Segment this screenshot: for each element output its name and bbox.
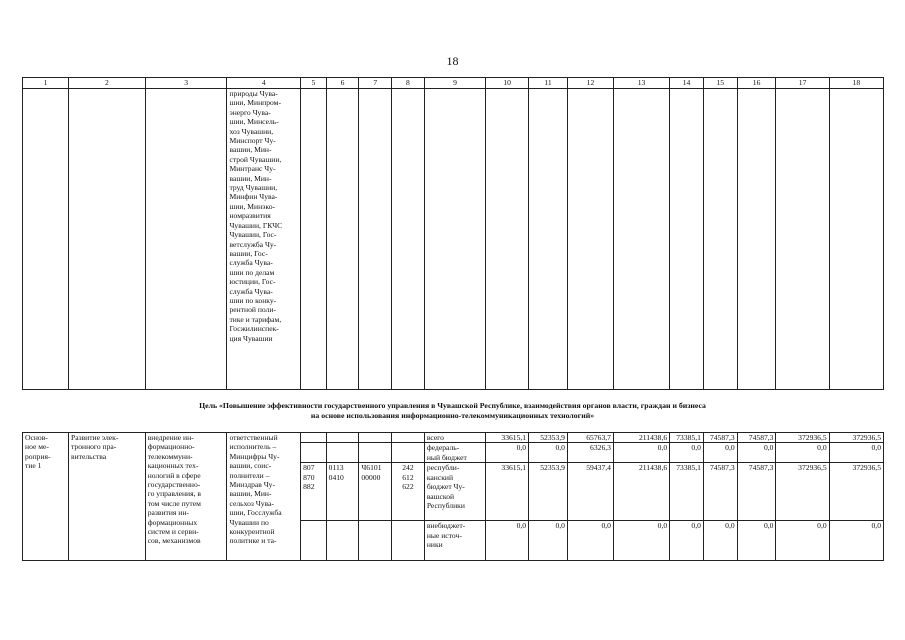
- text-line: республи-: [426, 463, 460, 473]
- executor-line: Чувашии, ГКЧС: [229, 220, 283, 230]
- value-cell: 372936,5: [829, 433, 883, 443]
- executor-line: шии по конку-: [229, 295, 277, 305]
- text-line: внедрение ин-: [147, 433, 194, 442]
- value-cell: 0,0: [670, 521, 704, 561]
- value-cell: 211438,6: [613, 433, 669, 443]
- value-cell: 211438,6: [613, 463, 669, 521]
- column-number-cell: 14: [670, 78, 704, 89]
- value-cell: 74587,3: [737, 463, 776, 521]
- code-line: 882: [303, 482, 315, 492]
- executor-line: номразвития: [229, 211, 271, 221]
- value-cell: 74587,3: [703, 463, 737, 521]
- code-empty-cell: [326, 521, 359, 561]
- text-line: ный бюджет: [426, 452, 467, 462]
- text-line: ные источ-: [426, 530, 462, 540]
- code-empty-cell: [359, 443, 392, 463]
- code-empty-cell: [392, 443, 425, 463]
- value-cell: 0,0: [776, 521, 829, 561]
- code-empty-cell: [326, 443, 359, 463]
- value-cell: 0,0: [703, 443, 737, 463]
- value-cell: 52353,9: [529, 463, 568, 521]
- executor-line: Минфин Чува-: [229, 192, 278, 202]
- value-cell: 65763,7: [567, 433, 613, 443]
- value-cell: 0,0: [737, 443, 776, 463]
- code-empty-cell: [359, 521, 392, 561]
- table-bottom: [22, 432, 884, 561]
- executor-line: строй Чувашии,: [229, 154, 282, 164]
- code-line: 807: [303, 463, 315, 473]
- cell-empty: [23, 89, 69, 390]
- text-line: роприя-: [25, 451, 51, 461]
- funding-source-cell: [424, 521, 485, 561]
- text-line: ное ме-: [25, 442, 49, 452]
- executor-line: тике и тарифам,: [229, 314, 282, 324]
- executor-line: Госжилинспек-: [229, 324, 279, 334]
- value-cell: 0,0: [613, 443, 669, 463]
- expense-code-cell: [392, 463, 425, 521]
- text-line: бюджет Чу-: [426, 482, 465, 492]
- cell-empty: [145, 89, 227, 390]
- text-line: вашии, соис-: [229, 461, 272, 471]
- column-number-cell: 1: [23, 78, 69, 89]
- executor-line: вашии, Гос-: [229, 248, 268, 258]
- column-number-cell: 12: [567, 78, 613, 89]
- text-line: кационных тех-: [147, 461, 199, 471]
- code-empty-cell: [326, 433, 359, 443]
- text-line: всего: [426, 433, 444, 442]
- text-line: политике и та-: [229, 536, 277, 546]
- executor-line: юстиции, Гос-: [229, 277, 276, 287]
- value-cell: 59437,4: [567, 463, 613, 521]
- column-number-cell: 16: [737, 78, 776, 89]
- text-line: Минздрав Чу-: [229, 480, 276, 490]
- code-line: Ч6101: [361, 463, 382, 473]
- text-line: сов, механизмов: [147, 536, 201, 546]
- value-cell: 74587,3: [737, 433, 776, 443]
- value-cell: 372936,5: [776, 433, 829, 443]
- column-number-row: [23, 78, 884, 89]
- value-cell: 6326,3: [567, 443, 613, 463]
- code-empty-cell: [301, 521, 327, 561]
- text-line: Основ-: [25, 433, 48, 442]
- text-line: нологий в сфере: [147, 470, 201, 480]
- value-cell: 33615,1: [486, 463, 529, 521]
- text-line: Республики: [426, 501, 465, 511]
- code-empty-cell: [392, 433, 425, 443]
- executor-line: шии, Минпром-: [229, 98, 281, 108]
- text-line: тронного пра-: [71, 442, 117, 452]
- text-line: конкурентной: [229, 527, 275, 537]
- activity-description-cell: [145, 433, 227, 561]
- funding-row: [23, 433, 884, 443]
- column-number-cell: 13: [613, 78, 669, 89]
- cell-empty: [69, 89, 146, 390]
- text-line: развития ин-: [147, 508, 189, 518]
- value-cell: 0,0: [567, 521, 613, 561]
- value-cell: 0,0: [486, 521, 529, 561]
- activity-name-cell: [69, 433, 146, 561]
- target-code-cell: [359, 463, 392, 521]
- value-cell: 74587,3: [703, 433, 737, 443]
- executor-line: энерго Чува-: [229, 107, 271, 117]
- value-cell: 0,0: [529, 443, 568, 463]
- executor-line: рентной поли-: [229, 305, 276, 315]
- text-line: шии, Госслужба: [229, 508, 282, 518]
- column-number-cell: 3: [145, 78, 227, 89]
- column-number-cell: 10: [486, 78, 529, 89]
- code-empty-cell: [359, 433, 392, 443]
- text-line: тие 1: [25, 461, 42, 471]
- column-number-cell: 4: [227, 78, 301, 89]
- executor-line: Минспорт Чу-: [229, 136, 276, 146]
- executor-line: труд Чувашии,: [229, 183, 278, 193]
- text-line: ответственный: [229, 433, 278, 442]
- activity-type-cell: [23, 433, 69, 561]
- executor-line: шии, Минсель-: [229, 117, 279, 127]
- code-empty-cell: [301, 433, 327, 443]
- text-line: Чувашии по: [229, 517, 269, 527]
- code-empty-cell: [392, 521, 425, 561]
- code-line: 242: [402, 463, 414, 473]
- executor-line: природы Чува-: [229, 89, 278, 98]
- column-number-cell: 9: [424, 78, 485, 89]
- text-line: сельхоз Чува-: [229, 498, 274, 508]
- text-line: формационных: [147, 517, 198, 527]
- text-line: телекоммуни-: [147, 451, 193, 461]
- text-line: полнители –: [229, 470, 270, 480]
- value-cell: 0,0: [829, 521, 883, 561]
- page-number: 18: [446, 54, 459, 68]
- text-line: ники: [426, 540, 443, 550]
- executor-cell: [227, 433, 301, 561]
- executor-line: Чувашии, Гос-: [229, 230, 277, 240]
- text-line: том числе путем: [147, 498, 201, 508]
- executor-line: служба Чува-: [229, 286, 273, 296]
- value-cell: 0,0: [776, 443, 829, 463]
- text-line: исполнитель –: [229, 442, 277, 452]
- funding-source-cell: [424, 433, 485, 443]
- executor-line: вашии, Мин-: [229, 145, 272, 155]
- executor-line: шии, Минэко-: [229, 201, 276, 211]
- code-line: 612: [402, 472, 414, 482]
- value-cell: 0,0: [486, 443, 529, 463]
- value-cell: 0,0: [829, 443, 883, 463]
- goal-line-2: на основе использования информационно-телекоммуникационных технологий»: [310, 411, 595, 420]
- value-cell: 52353,9: [529, 433, 568, 443]
- table-top: [22, 77, 884, 390]
- funding-source-cell: [424, 463, 485, 521]
- text-line: канский: [426, 472, 454, 482]
- value-cell: 73385,1: [670, 433, 704, 443]
- column-number-cell: 17: [776, 78, 829, 89]
- column-number-cell: 5: [301, 78, 327, 89]
- value-cell: 33615,1: [486, 433, 529, 443]
- text-line: внебюджет-: [426, 521, 466, 531]
- executor-line: Минтранс Чу-: [229, 164, 276, 174]
- column-number-cell: 15: [703, 78, 737, 89]
- executors-cell: [227, 89, 301, 390]
- text-line: вительства: [71, 451, 107, 461]
- text-line: формационно-: [147, 442, 195, 452]
- value-cell: 0,0: [613, 521, 669, 561]
- column-number-cell: 2: [69, 78, 146, 89]
- code-line: 870: [303, 472, 315, 482]
- value-cell: 0,0: [737, 521, 776, 561]
- code-empty-cell: [301, 443, 327, 463]
- text-line: государственно-: [147, 480, 201, 490]
- executor-line: ция Чувашии: [229, 333, 273, 343]
- text-line: вашской: [426, 491, 455, 501]
- code-line: 622: [402, 482, 414, 492]
- executor-line: вашии, Мин-: [229, 173, 272, 183]
- column-number-cell: 8: [392, 78, 425, 89]
- value-cell: 0,0: [529, 521, 568, 561]
- column-number-cell: 11: [529, 78, 568, 89]
- value-cell: 372936,5: [776, 463, 829, 521]
- text-line: систем и серви-: [147, 527, 199, 537]
- goal-line-1: Цель «Повышение эффективности государственного управления в Чувашской Республике, взаимодействия органов власти, граждан и бизнеса: [199, 401, 706, 410]
- executor-line: шии по делам: [229, 267, 275, 277]
- code-line: 00000: [361, 472, 381, 482]
- value-cell: 372936,5: [829, 463, 883, 521]
- value-cell: 0,0: [670, 443, 704, 463]
- executor-line: хоз Чувашии,: [229, 126, 274, 136]
- text-line: вашии, Мин-: [229, 489, 272, 499]
- text-line: Развитие элек-: [71, 433, 119, 442]
- value-cell: 0,0: [703, 521, 737, 561]
- column-number-cell: 7: [359, 78, 392, 89]
- grbs-code-cell: [301, 463, 327, 521]
- executor-line: служба Чува-: [229, 258, 273, 268]
- text-line: Минцифры Чу-: [229, 451, 280, 461]
- executor-line: ветслужба Чу-: [229, 239, 277, 249]
- code-line: 0410: [328, 472, 344, 482]
- value-cell: 73385,1: [670, 463, 704, 521]
- funding-source-cell: [424, 443, 485, 463]
- text-line: го управления, в: [147, 489, 201, 499]
- code-line: 0113: [328, 463, 344, 473]
- section-code-cell: [326, 463, 359, 521]
- goal-heading: [0, 401, 905, 421]
- continuation-row: [23, 89, 884, 390]
- text-line: федераль-: [426, 443, 460, 453]
- column-number-cell: 6: [326, 78, 359, 89]
- column-number-cell: 18: [829, 78, 883, 89]
